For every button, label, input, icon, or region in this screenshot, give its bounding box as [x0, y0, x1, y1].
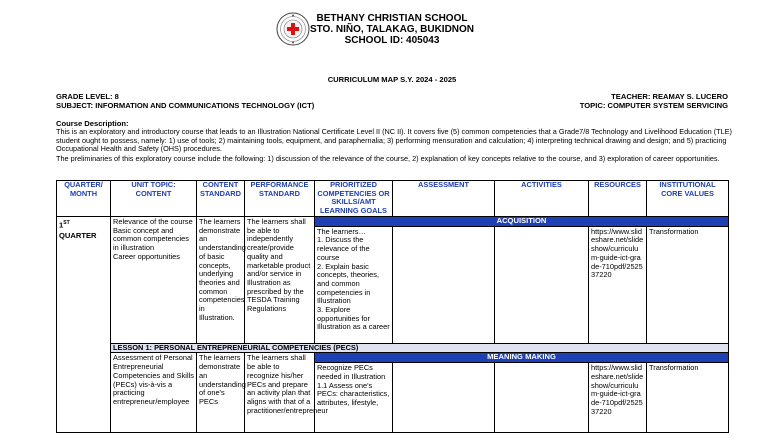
header-performance-standard: PERFORMANCE STANDARD — [245, 181, 315, 217]
row2-content-standard: The learners demonstrate an understanding of one's PECs — [197, 353, 245, 433]
quarter-number: 1 — [59, 220, 64, 230]
row1-unit-topic: Relevance of the course Basic concept and common competencies in illustration Career opportunities — [111, 217, 197, 344]
header-content-standard: CONTENT STANDARD — [197, 181, 245, 217]
row1-assessment — [393, 226, 495, 343]
doc-title: CURRICULUM MAP S.Y. 2024 - 2025 — [327, 75, 457, 84]
grade-level: GRADE LEVEL: 8 — [56, 92, 119, 101]
curriculum-map-table — [56, 180, 729, 433]
meaning-making-band: MEANING MAKING — [315, 353, 729, 363]
band-row-meaning — [57, 353, 729, 363]
course-description-text: This is an exploratory and introductory course that leads to an Illustration National Certificate Level II (NC II). It covers five (5) common competencies that a Grade7/8 Technology and Livelihood Education (TLE) student ought to possess, namely: 1) use of tools; 2) maintaining tools, equipment, and paraphernalia; 3) performing mensuration and calculation; 4) interpreting technical drawing and design; and 5) practicing Occupational Health and Safety (OHS) procedures. — [56, 127, 732, 154]
table-header-row — [57, 181, 729, 217]
header-competencies: PRIORITIZED COMPETENCIES OR SKILLS/AMT LEARNING GOALS — [315, 181, 393, 217]
row2-competencies: Recognize PECs needed in Illustration 1.1 Assess one's PECs: characteristics, attributes, lifestyle, — [315, 363, 393, 433]
header-resources: RESOURCES — [589, 181, 647, 217]
header-assessment: ASSESSMENT — [393, 181, 495, 217]
row1-competencies: The learners… 1. Discuss the relevance of the course 2. Explain basic concepts, theories, and common competencies in Illustration 3. Explore opportunities for Illustration as a career — [315, 226, 393, 343]
row1-content-standard: The learners demonstrate an understanding of basic concepts, underlying theories and common competencies in Illustration. — [197, 217, 245, 344]
row2-unit-topic: Assessment of Personal Entrepreneurial Competencies and Skills (PECs) vis-à-vis a practicing entrepreneur/employee — [111, 353, 197, 433]
row1-resources: https://www.slideshare.net/slideshow/curriculum-guide-ict-grade-710pdf/252537220 — [589, 226, 647, 343]
row2-activities — [495, 363, 589, 433]
school-address: STO. NIÑO, TALAKAG, BUKIDNON — [309, 24, 475, 35]
subject: SUBJECT: INFORMATION AND COMMUNICATIONS TECHNOLOGY (ICT) — [56, 101, 315, 110]
teacher: TEACHER: REAMAY S. LUCERO — [611, 92, 728, 101]
header-activities: ACTIVITIES — [495, 181, 589, 217]
row2-resources: https://www.slideshare.net/slideshow/curriculum-guide-ict-grade-710pdf/252537220 — [589, 363, 647, 433]
row1-core-values: Transformation — [647, 226, 729, 343]
quarter-label: QUARTER — [59, 230, 97, 240]
row1-performance-standard: The learners shall be able to independently create/provide quality and marketable product and/or service in Illustration as prescribed by the TESDA Training Regulations — [245, 217, 315, 344]
row1-activities — [495, 226, 589, 343]
quarter-suffix: ST — [63, 220, 70, 226]
acquisition-band: ACQUISITION — [315, 217, 729, 227]
header-quarter: QUARTER/ MONTH — [57, 181, 111, 217]
header-unit-topic: UNIT TOPIC: CONTENT — [111, 181, 197, 217]
course-description-heading: Course Description: — [56, 119, 129, 128]
lesson1-title: LESSON 1: PERSONAL ENTREPRENEURIAL COMPETENCIES (PECS) — [111, 343, 729, 353]
course-description-prelims: The preliminaries of this exploratory course include the following: 1) discussion of the relevance of the course, 2) explanation of key concepts relative to the course, and 3) exploration of career opportunities. — [56, 154, 720, 163]
topic: TOPIC: COMPUTER SYSTEM SERVICING — [579, 101, 728, 110]
row2-assessment — [393, 363, 495, 433]
quarter-cell — [57, 217, 111, 433]
header-core-values: INSTITUTIONAL CORE VALUES — [647, 181, 729, 217]
school-id: SCHOOL ID: 405043 — [344, 35, 440, 46]
lesson-row — [57, 343, 729, 353]
row2-performance-standard: The learners shall be able to recognize his/her PECs and prepare an activity plan that aligns with that of a practitioner/entrepreneur — [245, 353, 315, 433]
band-row-acquisition — [57, 217, 729, 227]
row2-core-values: Transformation — [647, 363, 729, 433]
school-name: BETHANY CHRISTIAN SCHOOL — [316, 13, 468, 24]
